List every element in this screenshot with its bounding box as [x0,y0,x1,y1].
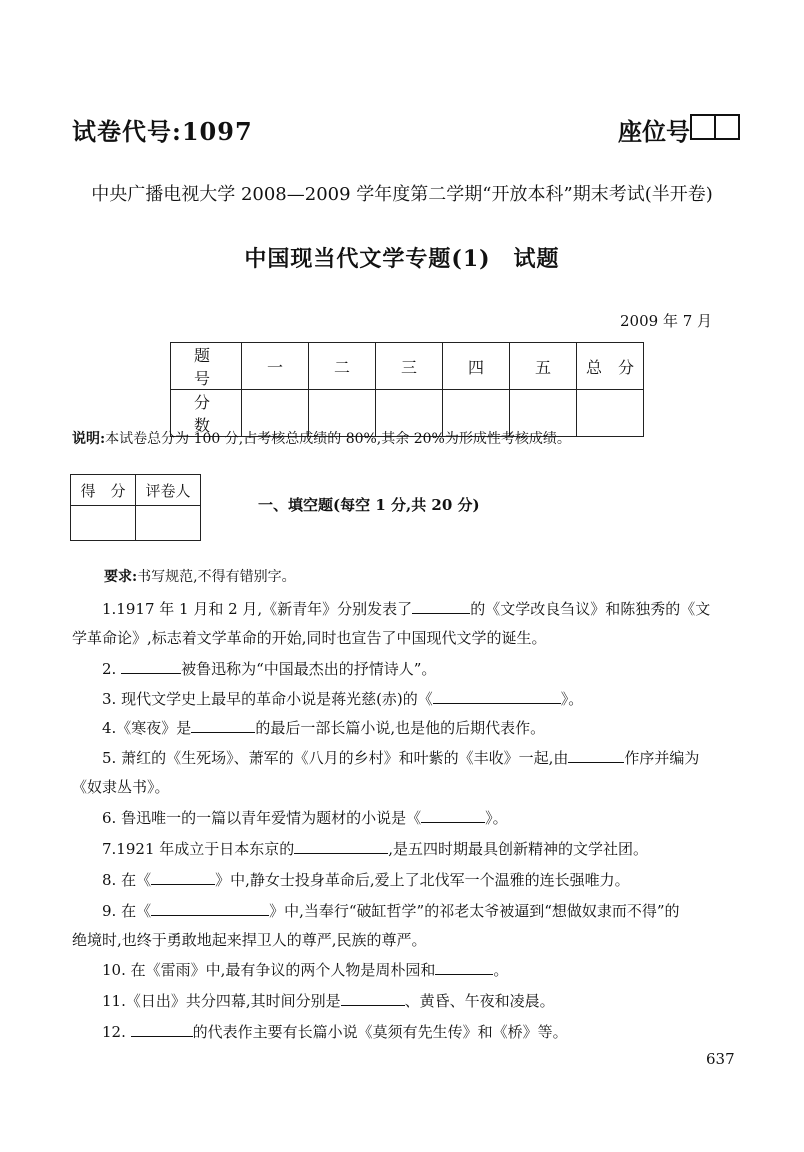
section-title: 一、填空题(每空 1 分,共 20 分) [258,496,480,514]
question-text: 学革命论》,标志着文学革命的开始,同时也宣告了中国现代文学的诞生。 [72,629,547,647]
score-table-header-row [171,343,644,390]
question-text: 9. 在《 [102,902,152,920]
question-11 [72,990,742,1012]
question-text: 》中,当奉行“破缸哲学”的祁老太爷被逼到“想做奴隶而不得”的 [269,902,680,920]
question-text: 8. 在《 [102,871,152,889]
exam-note [72,428,571,448]
score-header-cell: 二 [309,343,376,390]
answer-blank[interactable] [568,748,624,763]
requirement-label: 要求: [104,569,138,585]
answer-blank[interactable] [412,599,470,614]
question-text: ,是五四时期最具创新精神的文学社团。 [388,840,649,858]
question-3 [72,688,742,710]
score-table [170,342,644,437]
question-12 [72,1021,742,1043]
score-header-cell: 四 [443,343,510,390]
question-text: 4.《寒夜》是 [102,719,192,737]
question-text: 6. 鲁迅唯一的一篇以青年爱情为题材的小说是《 [102,809,422,827]
question-text: 、黄昏、午夜和凌晨。 [404,992,555,1010]
question-text: 12. [102,1023,126,1041]
score-header-cell: 总 分 [577,343,644,390]
question-text: 的代表作主要有长篇小说《莫须有先生传》和《桥》等。 [192,1023,568,1041]
question-text: 被鲁迅称为“中国最杰出的抒情诗人”。 [181,660,437,678]
score-cell[interactable] [577,390,644,437]
page-number: 637 [706,1050,735,1068]
answer-blank[interactable] [421,808,485,823]
exam-date: 2009 年 7 月 [620,312,713,330]
question-text: 。 [493,961,509,979]
answer-blank[interactable] [121,659,181,674]
answer-blank[interactable] [151,870,215,885]
score-row-label: 分 数 [171,390,242,437]
question-1 [72,598,742,649]
question-text: 》中,静女士投身革命后,爱上了北伐军一个温雅的连长强唯力。 [215,871,630,889]
score-header-cell: 三 [376,343,443,390]
question-text: 2. [102,660,117,678]
question-text: 7.1921 年成立于日本东京的 [102,840,295,858]
requirement [104,566,296,586]
exam-title: 中国现当代文学专题(1) 试题 [244,246,560,272]
grader-table [70,474,201,541]
answer-blank[interactable] [191,718,255,733]
requirement-text: 书写规范,不得有错别字。 [137,569,296,585]
question-text: 3. 现代文学史上最早的革命小说是蒋光慈(赤)的《 [102,690,433,708]
answer-blank[interactable] [151,901,269,916]
answer-blank[interactable] [435,960,493,975]
question-text: 10. 在《雷雨》中,最有争议的两个人物是周朴园和 [102,961,436,979]
answer-blank[interactable] [131,1022,193,1037]
question-4 [72,717,742,739]
grader-score-cell[interactable] [71,506,136,541]
question-text: 绝境时,也终于勇敢地起来捍卫人的尊严,民族的尊严。 [72,931,427,949]
question-text: 的《文学改良刍议》和陈独秀的《文 [470,600,711,618]
grader-name-cell[interactable] [136,506,201,541]
question-text: 11.《日出》共分四幕,其时间分别是 [102,992,341,1010]
question-text: 5. 萧红的《生死场》、萧军的《八月的乡村》和叶紫的《丰收》一起,由 [102,749,569,767]
question-text: 《奴隶丛书》。 [72,778,170,796]
question-9 [72,900,742,951]
question-6 [72,807,742,829]
question-5 [72,747,742,798]
question-text: 1.1917 年 1 月和 2 月,《新青年》分别发表了 [102,600,413,618]
note-label: 说明: [72,431,106,447]
question-text: 的最后一部长篇小说,也是他的后期代表作。 [255,719,546,737]
question-2 [72,658,742,680]
score-header-cell: 题 号 [171,343,242,390]
answer-blank[interactable] [341,991,405,1006]
grader-score-label: 得 分 [71,475,136,506]
question-10 [72,959,742,981]
score-header-cell: 一 [242,343,309,390]
answer-blank[interactable] [433,689,561,704]
answer-blank[interactable] [294,839,388,854]
question-text: 》。 [560,690,584,708]
grader-name-label: 评卷人 [136,475,201,506]
question-7 [72,838,742,860]
seat-label: 座位号 [618,117,690,146]
note-text: 本试卷总分为 100 分,占考核总成绩的 80%,其余 20%为形成性考核成绩。 [105,431,571,447]
score-header-cell: 五 [510,343,577,390]
question-text: 》。 [485,809,508,827]
question-8 [72,869,742,891]
exam-header: 中央广播电视大学 2008—2009 学年度第二学期“开放本科”期末考试(半开卷) [91,184,713,205]
question-text: 作序并编为 [624,749,700,767]
seat-number-box[interactable] [690,114,740,140]
paper-code: 试卷代号:1097 [72,117,253,146]
